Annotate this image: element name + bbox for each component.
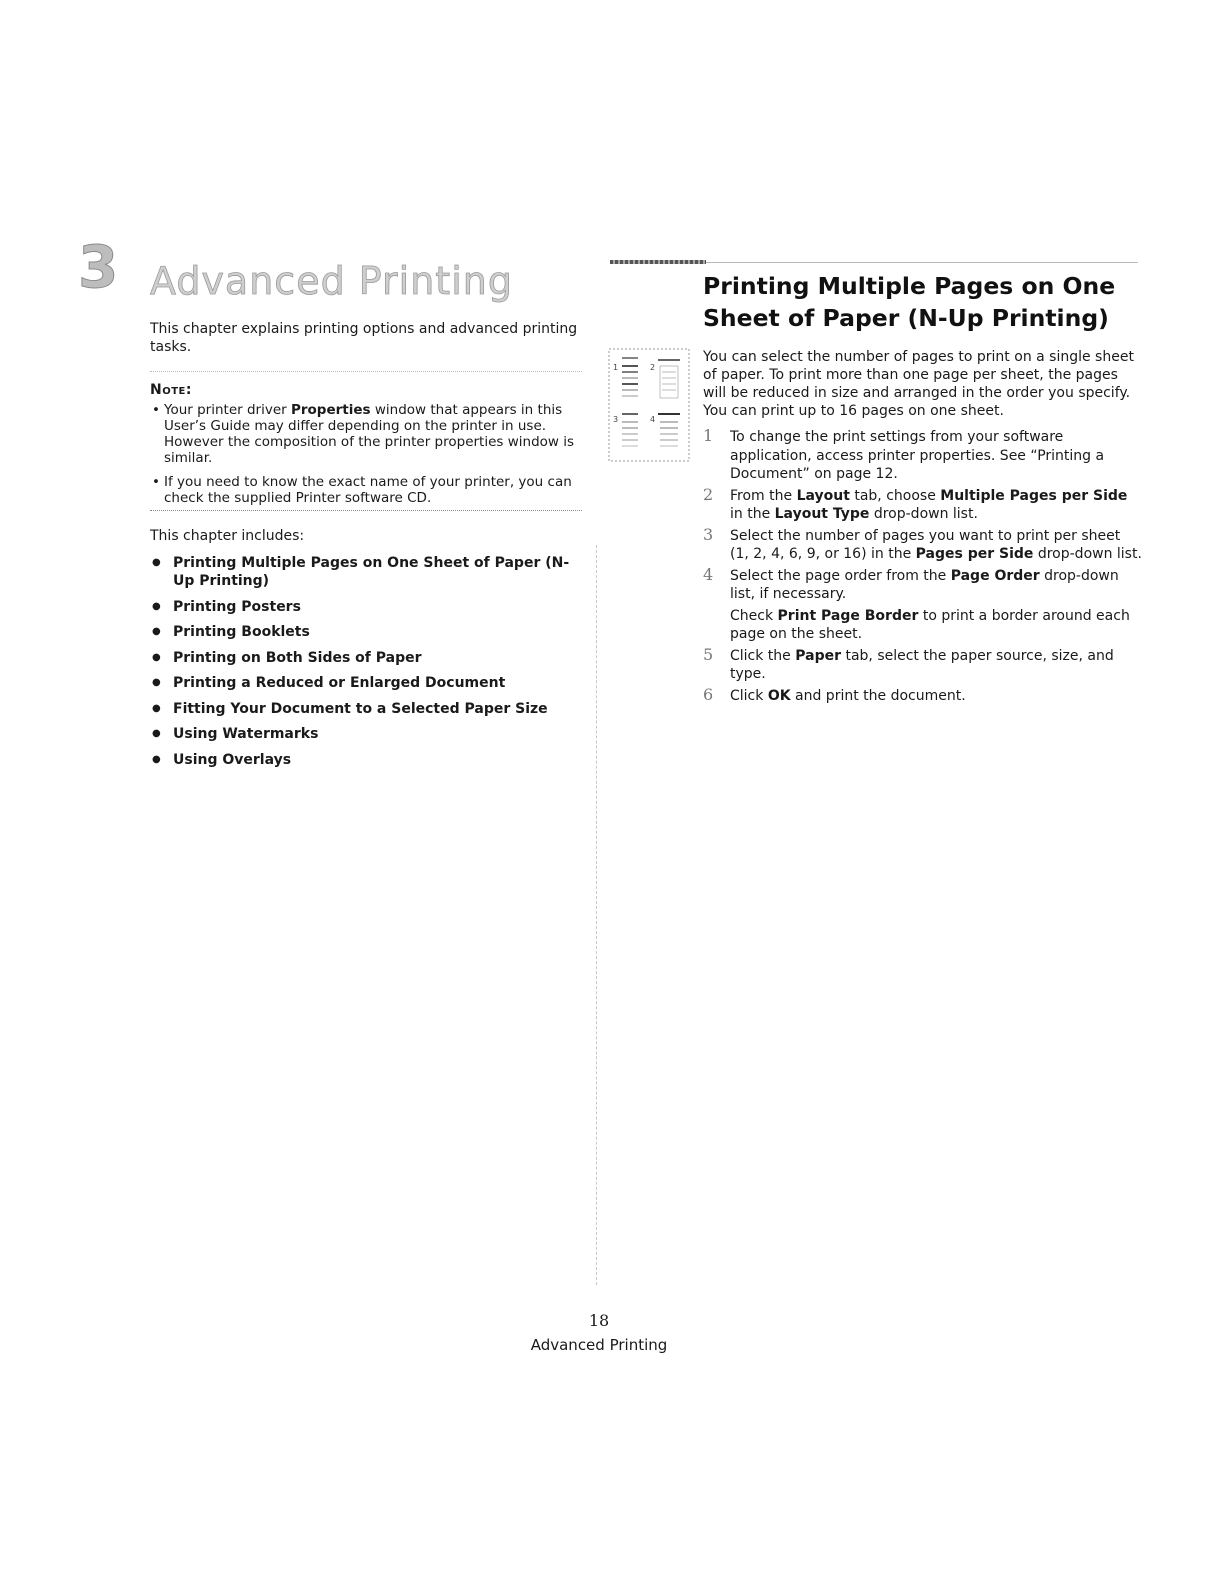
toc-item[interactable]: ● Printing Booklets [150,623,590,641]
step-number: 6 [703,684,714,704]
chapter-intro: This chapter explains printing options and advanced printing tasks. [150,321,578,355]
step-subtext: Check Print Page Border to print a border around each page on the sheet. [730,607,1130,642]
mini-page-label: 3 [613,415,619,424]
includes-label: This chapter includes: [150,528,305,544]
step-item [703,564,1143,644]
step-text: Click the Paper tab, select the paper source, size, and type. [730,647,1114,682]
section-intro: You can select the number of pages to print on a single sheet of paper. To print more than one page per sheet, the pages will be reduced in size and arranged in the order you specify. You can print up to 16 pages on one sheet. [703,349,1134,419]
chapter-number: 3 [78,233,119,301]
step-text: Click OK and print the document. [730,687,966,704]
note-item-text: If you need to know the exact name of your printer, you can check the supplied Printer software CD. [164,474,572,506]
note-bottom-divider [150,510,582,511]
n-up-layout-illustration [608,348,690,466]
step-item [703,428,1143,484]
steps-list [703,428,1143,708]
step-text: From the Layout tab, choose Multiple Pages per Side in the Layout Type drop-down list. [730,487,1128,522]
column-divider [596,545,597,1285]
toc-item[interactable]: ● Using Watermarks [150,725,590,743]
step-item [703,684,1143,706]
step-number: 4 [703,564,714,584]
step-item [703,644,1143,684]
note-item [150,474,582,506]
chapter-title: Advanced Printing [150,259,513,303]
step-text: Select the page order from the Page Order drop-down list, if necessary. [730,567,1119,602]
step-number: 2 [703,484,714,504]
note-item-text: Your printer driver Properties window that appears in this User’s Guide may differ depending on the printer in use. However the composition of the printer properties window is similar. [164,402,575,466]
toc-item[interactable]: ● Printing a Reduced or Enlarged Document [150,674,590,692]
step-number: 3 [703,524,714,544]
step-item [703,484,1143,524]
page-number: 18 [588,1311,610,1330]
step-text: To change the print settings from your software application, access printer properties. See “Printing a Document” on page 12. [730,429,1105,482]
note-top-divider [150,371,582,372]
toc-item[interactable]: ● Fitting Your Document to a Selected Paper Size [150,700,590,718]
toc-item[interactable]: ● Printing on Both Sides of Paper [150,649,590,667]
section-title: Printing Multiple Pages on One Sheet of Paper (N-Up Printing) [703,272,1116,332]
note-list [150,402,582,514]
note-item [150,402,582,466]
step-text: Select the number of pages you want to print per sheet (1, 2, 4, 6, 9, or 16) in the Pages per Side drop-down list. [730,527,1142,562]
toc-item[interactable]: ● Printing Posters [150,598,590,616]
toc-item[interactable]: ● Using Overlays [150,751,590,769]
mini-page-label: 1 [613,363,619,372]
step-number: 1 [703,426,714,445]
note-label: Note: [150,382,192,398]
toc-item[interactable]: ● Printing Multiple Pages on One Sheet of Paper (N-Up Printing) [150,554,590,590]
chapter-contents-list [150,554,590,776]
mini-page-label: 4 [650,415,656,424]
section-rule-accent [610,260,706,264]
step-item [703,524,1143,564]
footer-title: Advanced Printing [530,1336,668,1354]
mini-page-label: 2 [650,363,656,372]
step-number: 5 [703,644,714,664]
